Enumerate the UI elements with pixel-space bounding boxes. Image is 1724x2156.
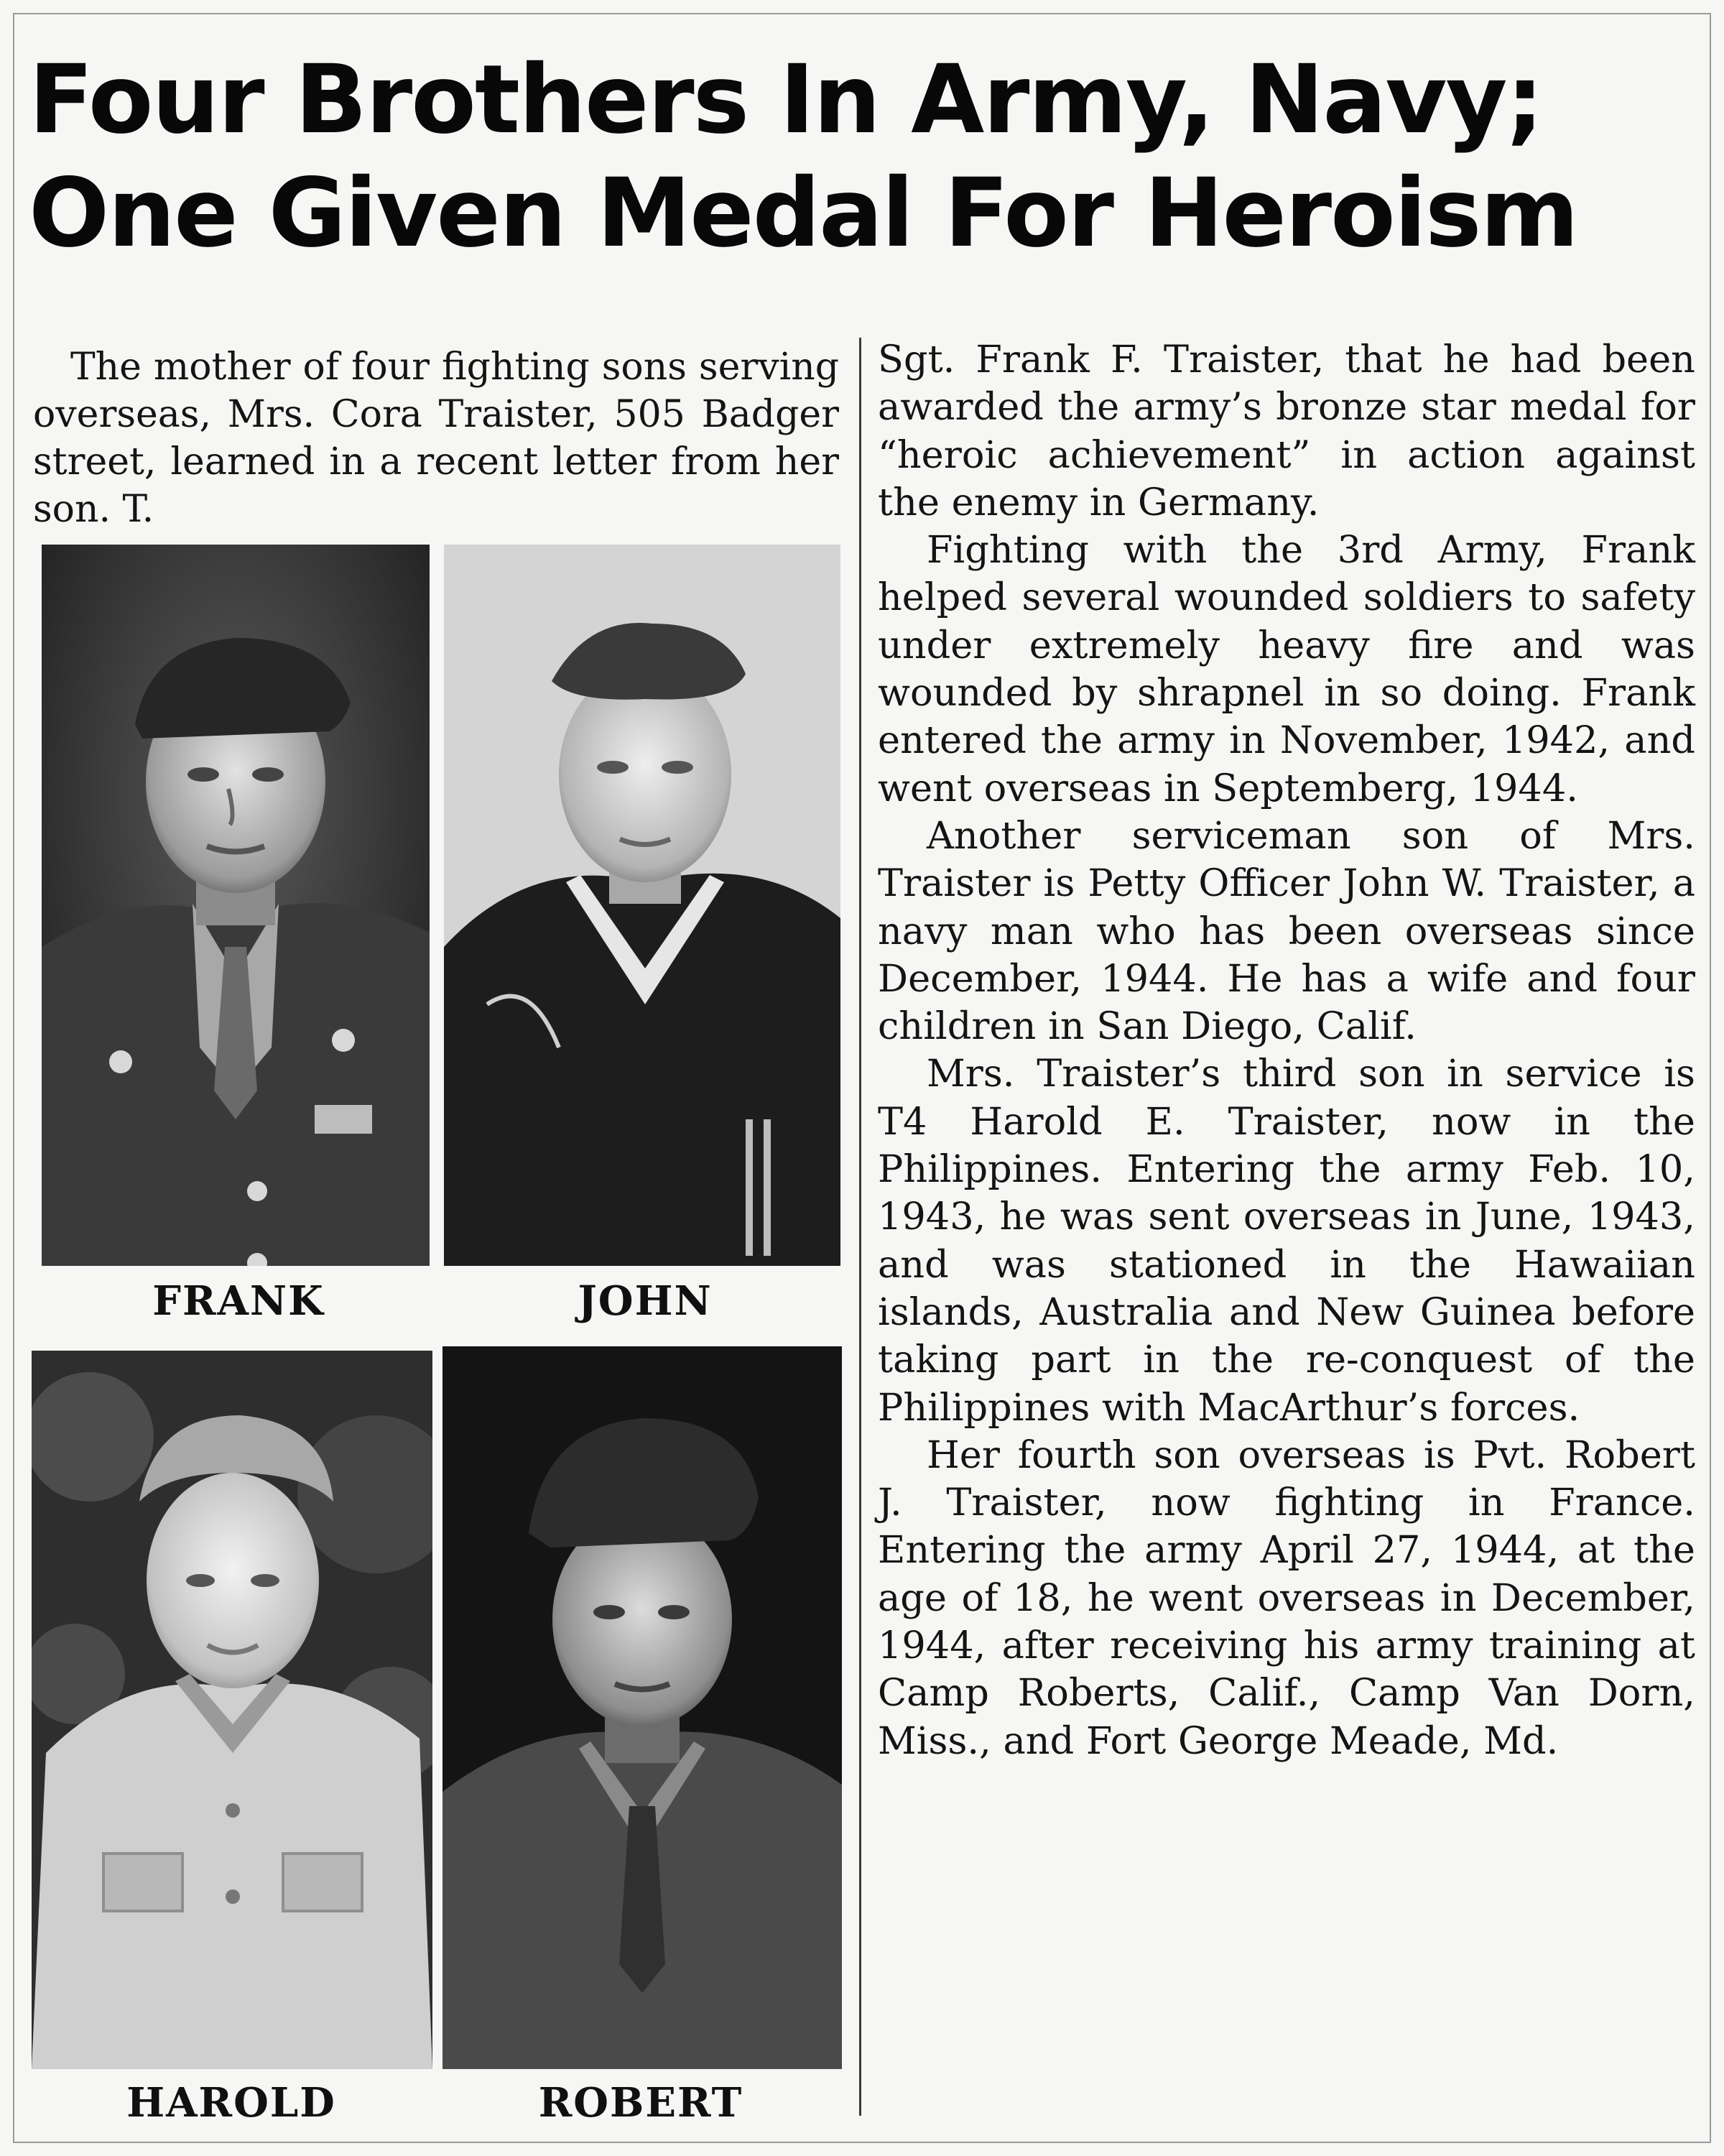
left-column-text <box>33 343 839 533</box>
robert-portrait-image <box>442 1346 842 2069</box>
photo-john <box>444 545 840 1266</box>
headline <box>29 43 1695 270</box>
photo-robert <box>442 1346 842 2069</box>
intro-paragraph: The mother of four fighting sons serving overseas, Mrs. Cora Traister, 505 Badger street, learned in a recent letter from her son. T. <box>33 346 839 531</box>
paragraph-1: Sgt. Frank F. Traister, that he had been awarded the army’s bronze star medal for “heroic achievement” in action against the enemy in Germany. <box>878 338 1695 524</box>
caption-john: JOHN <box>578 1277 713 1325</box>
column-rule <box>859 338 861 2116</box>
caption-harold: HAROLD <box>126 2079 336 2127</box>
right-column-text <box>878 336 1695 1765</box>
paragraph-2: Fighting with the 3rd Army, Frank helped several wounded soldiers to safety under extremely heavy fire and was wounded by shrapnel in so doing. Frank entered the army in November, 1942, and went overseas in Septemberg, 1944. <box>878 528 1695 810</box>
frank-portrait-image <box>42 545 430 1266</box>
paragraph-3: Another serviceman son of Mrs. Traister is Petty Officer John W. Traister, a navy man who has been overseas since December, 1944. He has a wife and four children in San Diego, Calif. <box>878 813 1695 1049</box>
photo-harold <box>32 1351 432 2069</box>
harold-portrait-image <box>32 1351 432 2069</box>
headline-line-1: Four Brothers In Army, Navy; <box>29 45 1543 155</box>
headline-line-2: One Given Medal For Heroism <box>29 158 1578 269</box>
john-portrait-image <box>444 545 840 1266</box>
caption-robert: ROBERT <box>538 2079 743 2127</box>
paragraph-4: Mrs. Traister’s third son in service is T4 Harold E. Traister, now in the Philippines. Entering the army Feb. 10, 1943, he was sent overseas in June, 1943, and was stationed in the Hawaiian islands, Australia and New Guinea before taking part in the re-conquest of the Philippines with MacArthur’s forces. <box>878 1052 1695 1430</box>
paragraph-5: Her fourth son overseas is Pvt. Robert J. Traister, now fighting in France. Entering the army April 27, 1944, at the age of 18, he went overseas in December, 1944, after receiving his army training at Camp Roberts, Calif., Camp Van Dorn, Miss., and Fort George Meade, Md. <box>878 1433 1695 1763</box>
caption-frank: FRANK <box>152 1277 325 1325</box>
photo-frank <box>42 545 430 1266</box>
